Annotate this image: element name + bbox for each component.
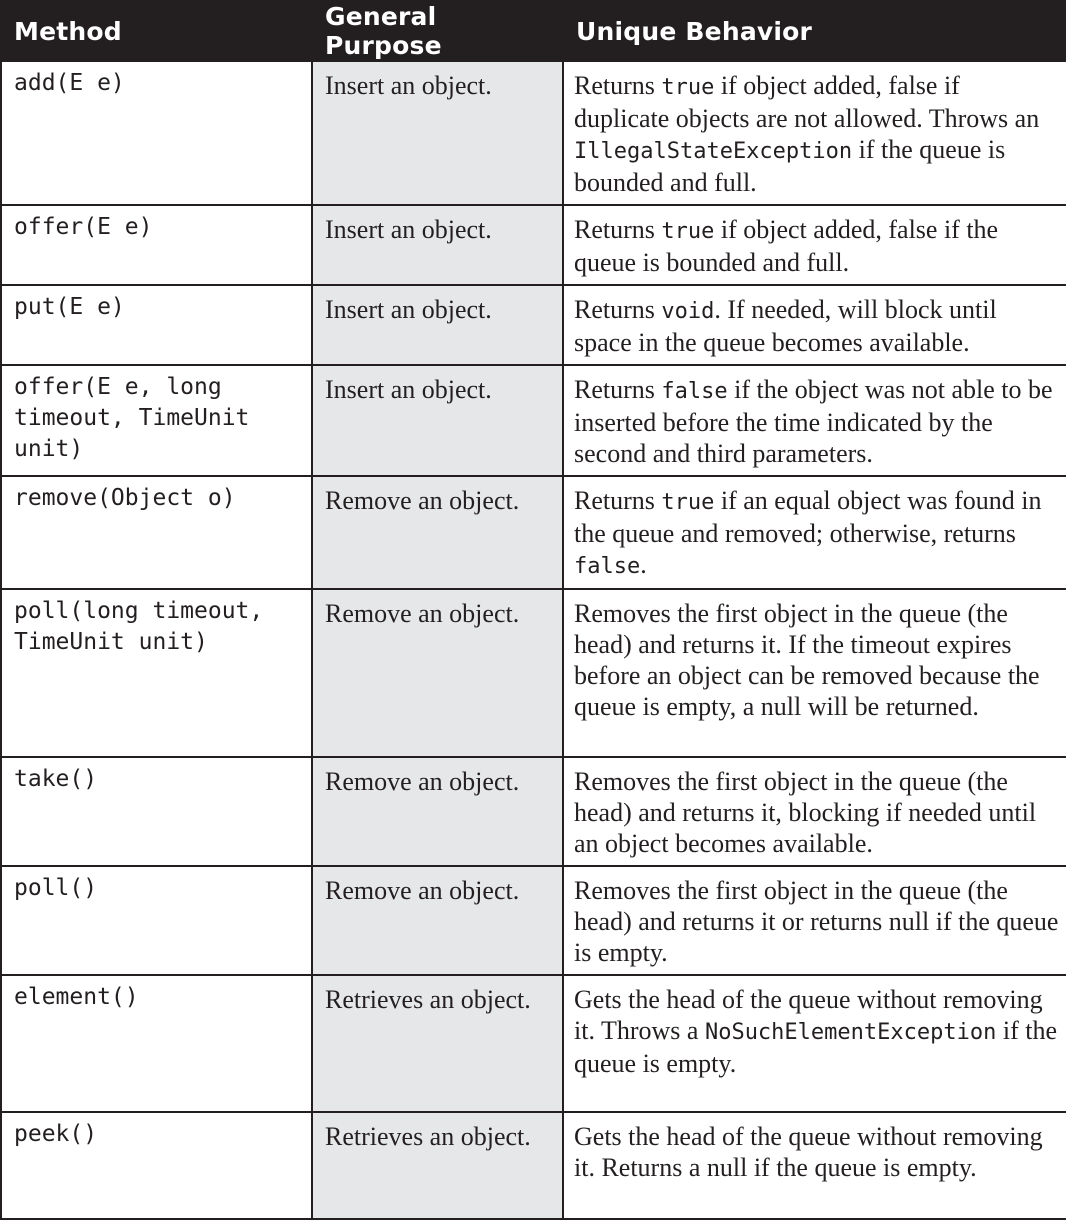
purpose-cell: Insert an object. — [312, 365, 563, 476]
purpose-cell: Insert an object. — [312, 61, 563, 205]
code-literal: false — [574, 554, 641, 579]
behavior-text: Removes the first object in the queue (the head) and returns it or returns null if the queue is empty. — [574, 876, 1059, 967]
table-row — [1, 61, 1066, 205]
method-cell: remove(Object o) — [1, 476, 312, 589]
method-cell: peek() — [1, 1112, 312, 1219]
behavior-text: . If needed, will block until space in the queue becomes available. — [574, 295, 997, 357]
purpose-cell: Retrieves an object. — [312, 975, 563, 1112]
purpose-cell: Insert an object. — [312, 205, 563, 285]
purpose-cell: Remove an object. — [312, 589, 563, 757]
behavior-text: Returns — [574, 295, 662, 324]
table-row — [1, 476, 1066, 589]
table-row — [1, 866, 1066, 975]
table-row — [1, 589, 1066, 757]
header-row — [1, 1, 1066, 61]
behavior-text: Removes the first object in the queue (the head) and returns it. If the timeout expires before an object can be removed because the queue is empty, a null will be returned. — [574, 599, 1040, 721]
behavior-text: Gets the head of the queue without removing it. Returns a null if the queue is empty. — [574, 1122, 1043, 1182]
table-body — [1, 61, 1066, 1219]
behavior-text: Returns — [574, 375, 662, 404]
method-cell: offer(E e, long timeout, TimeUnit unit) — [1, 365, 312, 476]
table-row — [1, 1112, 1066, 1219]
code-literal: true — [661, 75, 715, 100]
code-literal: true — [661, 490, 715, 515]
method-cell: poll() — [1, 866, 312, 975]
behavior-text: if the queue is bounded and full. — [574, 135, 1006, 197]
behavior-cell — [563, 866, 1066, 975]
code-literal: false — [661, 379, 728, 404]
method-cell: element() — [1, 975, 312, 1112]
code-literal: IllegalStateException — [574, 139, 853, 164]
code-literal: true — [661, 219, 715, 244]
behavior-cell — [563, 61, 1066, 205]
behavior-text: if object added, false if the queue is bounded and full. — [574, 215, 999, 277]
header-method: Method — [1, 1, 312, 61]
table-row — [1, 757, 1066, 866]
behavior-cell — [563, 205, 1066, 285]
behavior-cell — [563, 757, 1066, 866]
method-cell: offer(E e) — [1, 205, 312, 285]
table-header — [1, 1, 1066, 61]
behavior-cell — [563, 285, 1066, 365]
behavior-cell — [563, 1112, 1066, 1219]
header-general-purpose: General Purpose — [312, 1, 563, 61]
table-row — [1, 975, 1066, 1112]
table-row — [1, 365, 1066, 476]
method-cell: put(E e) — [1, 285, 312, 365]
behavior-text: Removes the first object in the queue (the head) and returns it, blocking if needed until an object becomes available. — [574, 767, 1037, 858]
purpose-cell: Remove an object. — [312, 757, 563, 866]
behavior-cell — [563, 365, 1066, 476]
method-cell: poll(long timeout, TimeUnit unit) — [1, 589, 312, 757]
purpose-cell: Remove an object. — [312, 476, 563, 589]
behavior-cell — [563, 476, 1066, 589]
behavior-cell — [563, 589, 1066, 757]
behavior-text: Gets the head of the queue without removing it. Throws a — [574, 985, 1043, 1045]
header-unique-behavior: Unique Behavior — [563, 1, 1066, 61]
table-row — [1, 285, 1066, 365]
purpose-cell: Insert an object. — [312, 285, 563, 365]
behavior-text: Returns — [574, 215, 662, 244]
table-row — [1, 205, 1066, 285]
behavior-text: if object added, false if duplicate objects are not allowed. Throws an — [574, 71, 1040, 133]
code-literal: NoSuchElementException — [704, 1020, 997, 1045]
behavior-text: if the object was not able to be inserted before the time indicated by the second and third parameters. — [574, 375, 1053, 468]
behavior-text: if an equal object was found in the queue and removed; otherwise, returns — [574, 486, 1042, 548]
behavior-text: Returns — [574, 71, 662, 100]
purpose-cell: Remove an object. — [312, 866, 563, 975]
method-cell: add(E e) — [1, 61, 312, 205]
behavior-text: Returns — [574, 486, 662, 515]
behavior-cell — [563, 975, 1066, 1112]
purpose-cell: Retrieves an object. — [312, 1112, 563, 1219]
behavior-text: if the queue is empty. — [574, 1016, 1058, 1078]
code-literal: void — [661, 299, 715, 324]
behavior-text: . — [640, 550, 647, 579]
method-cell: take() — [1, 757, 312, 866]
